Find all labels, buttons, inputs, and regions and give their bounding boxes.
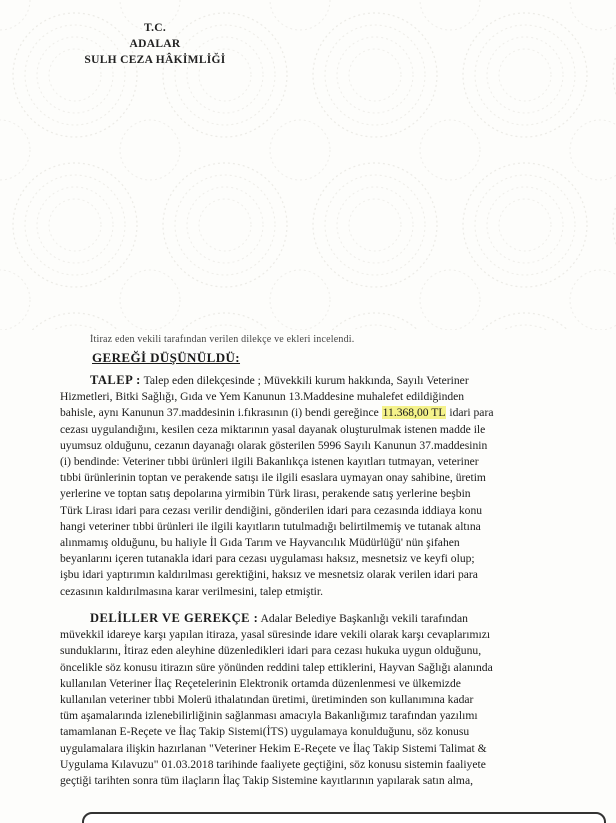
talep-line-2: Hizmetleri, Bitki Sağlığı, Gıda ve Yem Kanunun 13.Maddesine muhalefet edildiğinden (60, 390, 465, 404)
talep-line-9: Türk Lirası idari para cezası verilir dendiğini, gönderilen idari para cezasında iddiaya konu (60, 503, 483, 517)
talep-line-11: alınmamış olduğunu, bu haliyle İl Gıda Tarım ve Hayvancılık Müdürlüğü' nün şifahen (60, 536, 460, 550)
deliller-line-6: kullanılan veteriner tıbbi Molerü ithalatından üretimi, üretiminden son kullanımına kadar (60, 693, 474, 707)
talep-line-5: uyumsuz olduğunu, cezanın dayanağı olarak gösterilen 5996 Sayılı Kanunun 37.maddesinin (60, 438, 488, 452)
deliller-line-11: geçtiği tarihten sonra tüm ilaçların İlaç Takip Sistemine kayıtlarının yapılarak satın alma, (60, 774, 473, 788)
talep-line-12: beyanlarını içeren tutanakla idari para cezası uygulaması haksız, mesnetsiz ve keyfi olup; (60, 552, 475, 566)
partially-cut-text-line: İtiraz eden vekili tarafından verilen dilekçe ve ekleri incelendi. (90, 334, 355, 345)
talep-line-13: işbu idari yaptırımın kaldırılması gerektiğini, haksız ve mesnetsiz olarak verilen idari para (60, 568, 478, 582)
talep-line-14: cezasının kaldırılmasına karar verilmesini, talep etmiştir. (60, 584, 324, 598)
deliller-line-8: tamamlanan E-Reçete ve İlaç Takip Sistemi(İTS) uygulamaya konulduğunu, söz konusu (60, 725, 470, 739)
talep-line-6: (i) bendinde: Veteriner tıbbi ürünleri ilgili Bakanlıkça istenen kayıtları tutmayan, veteriner (60, 455, 479, 469)
deliller-line-4: öncelikle söz konusu itirazın süre yönünden reddini talep ettiklerini, Hayvan Sağlığı alanında (60, 660, 493, 674)
court-header (50, 20, 260, 68)
talep-line-8: yerlerine ve toptan satış depolarına yirmibin Türk lirası, perakende satış yerlerine beşbin (60, 487, 471, 501)
bottom-stamp-bar (82, 812, 606, 823)
deliller-line-9: uygulamalara ilişkin hazırlanan "Veteriner Hekim E-Reçete ve İlaç Takip Sistemi Talimat & (60, 741, 487, 755)
section-heading: GEREĞİ DÜŞÜNÜLDÜ: (92, 350, 241, 365)
deliller-line-10: Uygulama Kılavuzu" 01.03.2018 tarihinde faaliyete geçtiğini, söz konusu sistemin faaliyete (60, 757, 486, 771)
talep-line-3: bahisle, aynı Kanunun 37.maddesinin i.fıkrasının (i) bendi gereğince 11.368,00 TL idari para (60, 406, 494, 420)
talep-paragraph (60, 372, 596, 600)
deliller-paragraph (60, 610, 596, 789)
header-line-place: ADALAR (129, 38, 181, 50)
talep-line-7: tıbbi ürünlerinin toptan ve perakende satışı ile ilgili esaslara uymayan onay sahibine, üretim (60, 471, 486, 485)
deliller-line-7: tüm aşamalarında izlenebilirliğinin sağlanması amacıyla Bakanlığımız tarafından yazılımı (60, 709, 478, 723)
highlighted-amount: 11.368,00 TL (382, 406, 446, 420)
deliller-line-5: kullanılan Veteriner İlaç Reçetelerinin Elektronik ortamda düzenlenmesi ve ülkemizde (60, 676, 461, 690)
talep-lead: TALEP : (90, 373, 141, 387)
talep-line-4: cezası uygulandığını, kesilen ceza miktarının yasal dayanak oluşturulmak istenen madde ile (60, 422, 486, 436)
talep-line-10: hangi veteriner tıbbi ürünleri ile ilgili kayıtların tutulmadığı belirtilmemiş ve tutanak altına (60, 519, 481, 533)
deliller-lead: DELİLLER VE GEREKÇE : (90, 611, 259, 625)
deliller-line-2: müvekkil idareye karşı yapılan itiraza, yasal süresinde idare vekili olarak karşı cevaplarımızı (60, 628, 491, 642)
deliller-line-3: sunduklarını, İtiraz eden aleyhine düzenledikleri idari para cezası hukuka uygun olduğunu, (60, 644, 482, 658)
deliller-line-1: DELİLLER VE GEREKÇE : Adalar Belediye Başkanlığı vekili tarafından (90, 611, 468, 625)
header-line-court: SULH CEZA HÂKİMLİĞİ (84, 54, 226, 66)
header-line-tc: T.C. (143, 22, 167, 34)
talep-line-1: TALEP : Talep eden dilekçesinde ; Müvekkili kurum hakkında, Sayılı Veteriner (90, 373, 469, 387)
